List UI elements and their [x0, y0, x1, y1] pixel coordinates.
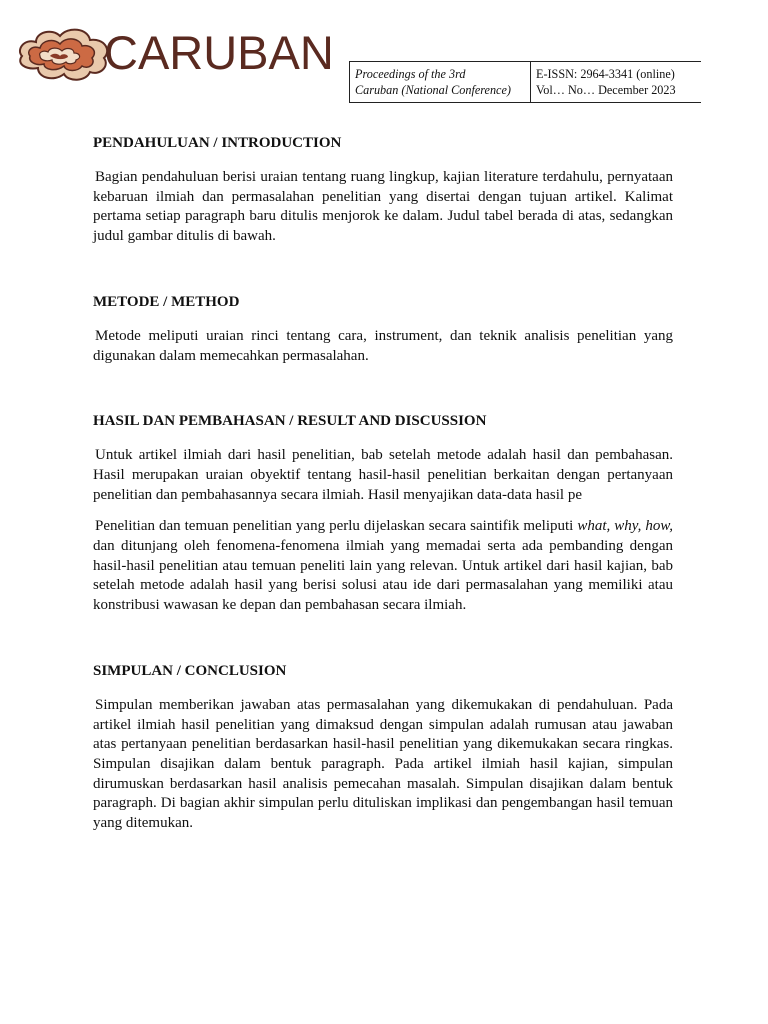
- proceedings-line1: Proceedings of the 3rd: [355, 67, 466, 81]
- results-paragraph-2-start: Penelitian dan temuan penelitian yang perlu dijelaskan secara saintifik meliputi: [95, 518, 578, 535]
- cloud-ornament-icon: [14, 20, 114, 88]
- issn-line: E-ISSN: 2964-3341 (online): [536, 67, 675, 81]
- results-paragraph-1: Untuk artikel ilmiah dari hasil penelitian, bab setelah metode adalah hasil dan pembahasan. Hasil merupakan uraian obyektif tentang hasil-hasil penelitian berkaitan dengan pertanyaan penelitian dan pembahasannya secara ilmiah. Hasil menyajikan data-data hasil pe: [93, 447, 673, 503]
- article-body: [93, 133, 673, 834]
- conclusion-heading: SIMPULAN / CONCLUSION: [93, 662, 287, 679]
- conclusion-paragraph: Simpulan memberikan jawaban atas permasalahan yang dikemukakan di pendahuluan. Pada artikel ilmiah hasil penelitian yang dimaksud dengan simpulan adalah rumusan atau jawaban atas pertanyaan penelitian berdasarkan hasil-hasil penelitian yang dikemukakan secara ringkas. Simpulan disajikan dalam bentuk paragraph. Pada artikel ilmiah hasil kajian, simpulan dirumuskan berdasarkan hasil analisis pemecahan masalah. Simpulan disajikan dalam bentuk paragraph. Di bagian akhir simpulan perlu dituliskan implikasi dan pengembangan hasil temuan yang ditemukan.: [93, 696, 673, 832]
- results-paragraph-2-italic: what, why, how,: [577, 518, 673, 535]
- results-paragraph-2: [93, 517, 673, 616]
- method-heading: METODE / METHOD: [93, 293, 240, 310]
- issn-cell: [531, 62, 702, 103]
- results-paragraph-2-end: dan ditunjang oleh fenomena-fenomena ilmiah yang memadai serta ada pembanding dengan hasil-hasil penelitian atau temuan peneliti lain yang relevan. Untuk artikel dari hasil kajian, bab setelah metode adalah hasil yang berisi solusi atau ide dari permasalahan yang memiliki atau konstribusi wawasan ke depan dan pembahasan secara ilmiah.: [93, 538, 673, 614]
- method-paragraph: Metode meliputi uraian rinci tentang cara, instrument, dan teknik analisis penelitian yang digunakan dalam memecahkan permasalahan.: [93, 327, 673, 364]
- results-heading: HASIL DAN PEMBAHASAN / RESULT AND DISCUSSION: [93, 413, 487, 430]
- logo-wordmark: CARUBAN: [104, 26, 334, 79]
- proceedings-line2: Caruban (National Conference): [355, 83, 511, 97]
- journal-logo: [14, 20, 334, 88]
- proceedings-cell: [350, 62, 531, 103]
- introduction-heading: PENDAHULUAN / INTRODUCTION: [93, 135, 342, 151]
- volume-line: Vol… No… December 2023: [536, 83, 676, 97]
- journal-info-box: [349, 61, 701, 103]
- introduction-paragraph: Bagian pendahuluan berisi uraian tentang ruang lingkup, kajian literature terdahulu, pernyataan kebaruan ilmiah dan permasalahan penelitian yang disertai dengan tujuan artikel. Kalimat pertama setiap paragraph baru ditulis menjorok ke dalam. Judul tabel berada di atas, sedangkan judul gambar ditulis di bawah.: [93, 169, 673, 245]
